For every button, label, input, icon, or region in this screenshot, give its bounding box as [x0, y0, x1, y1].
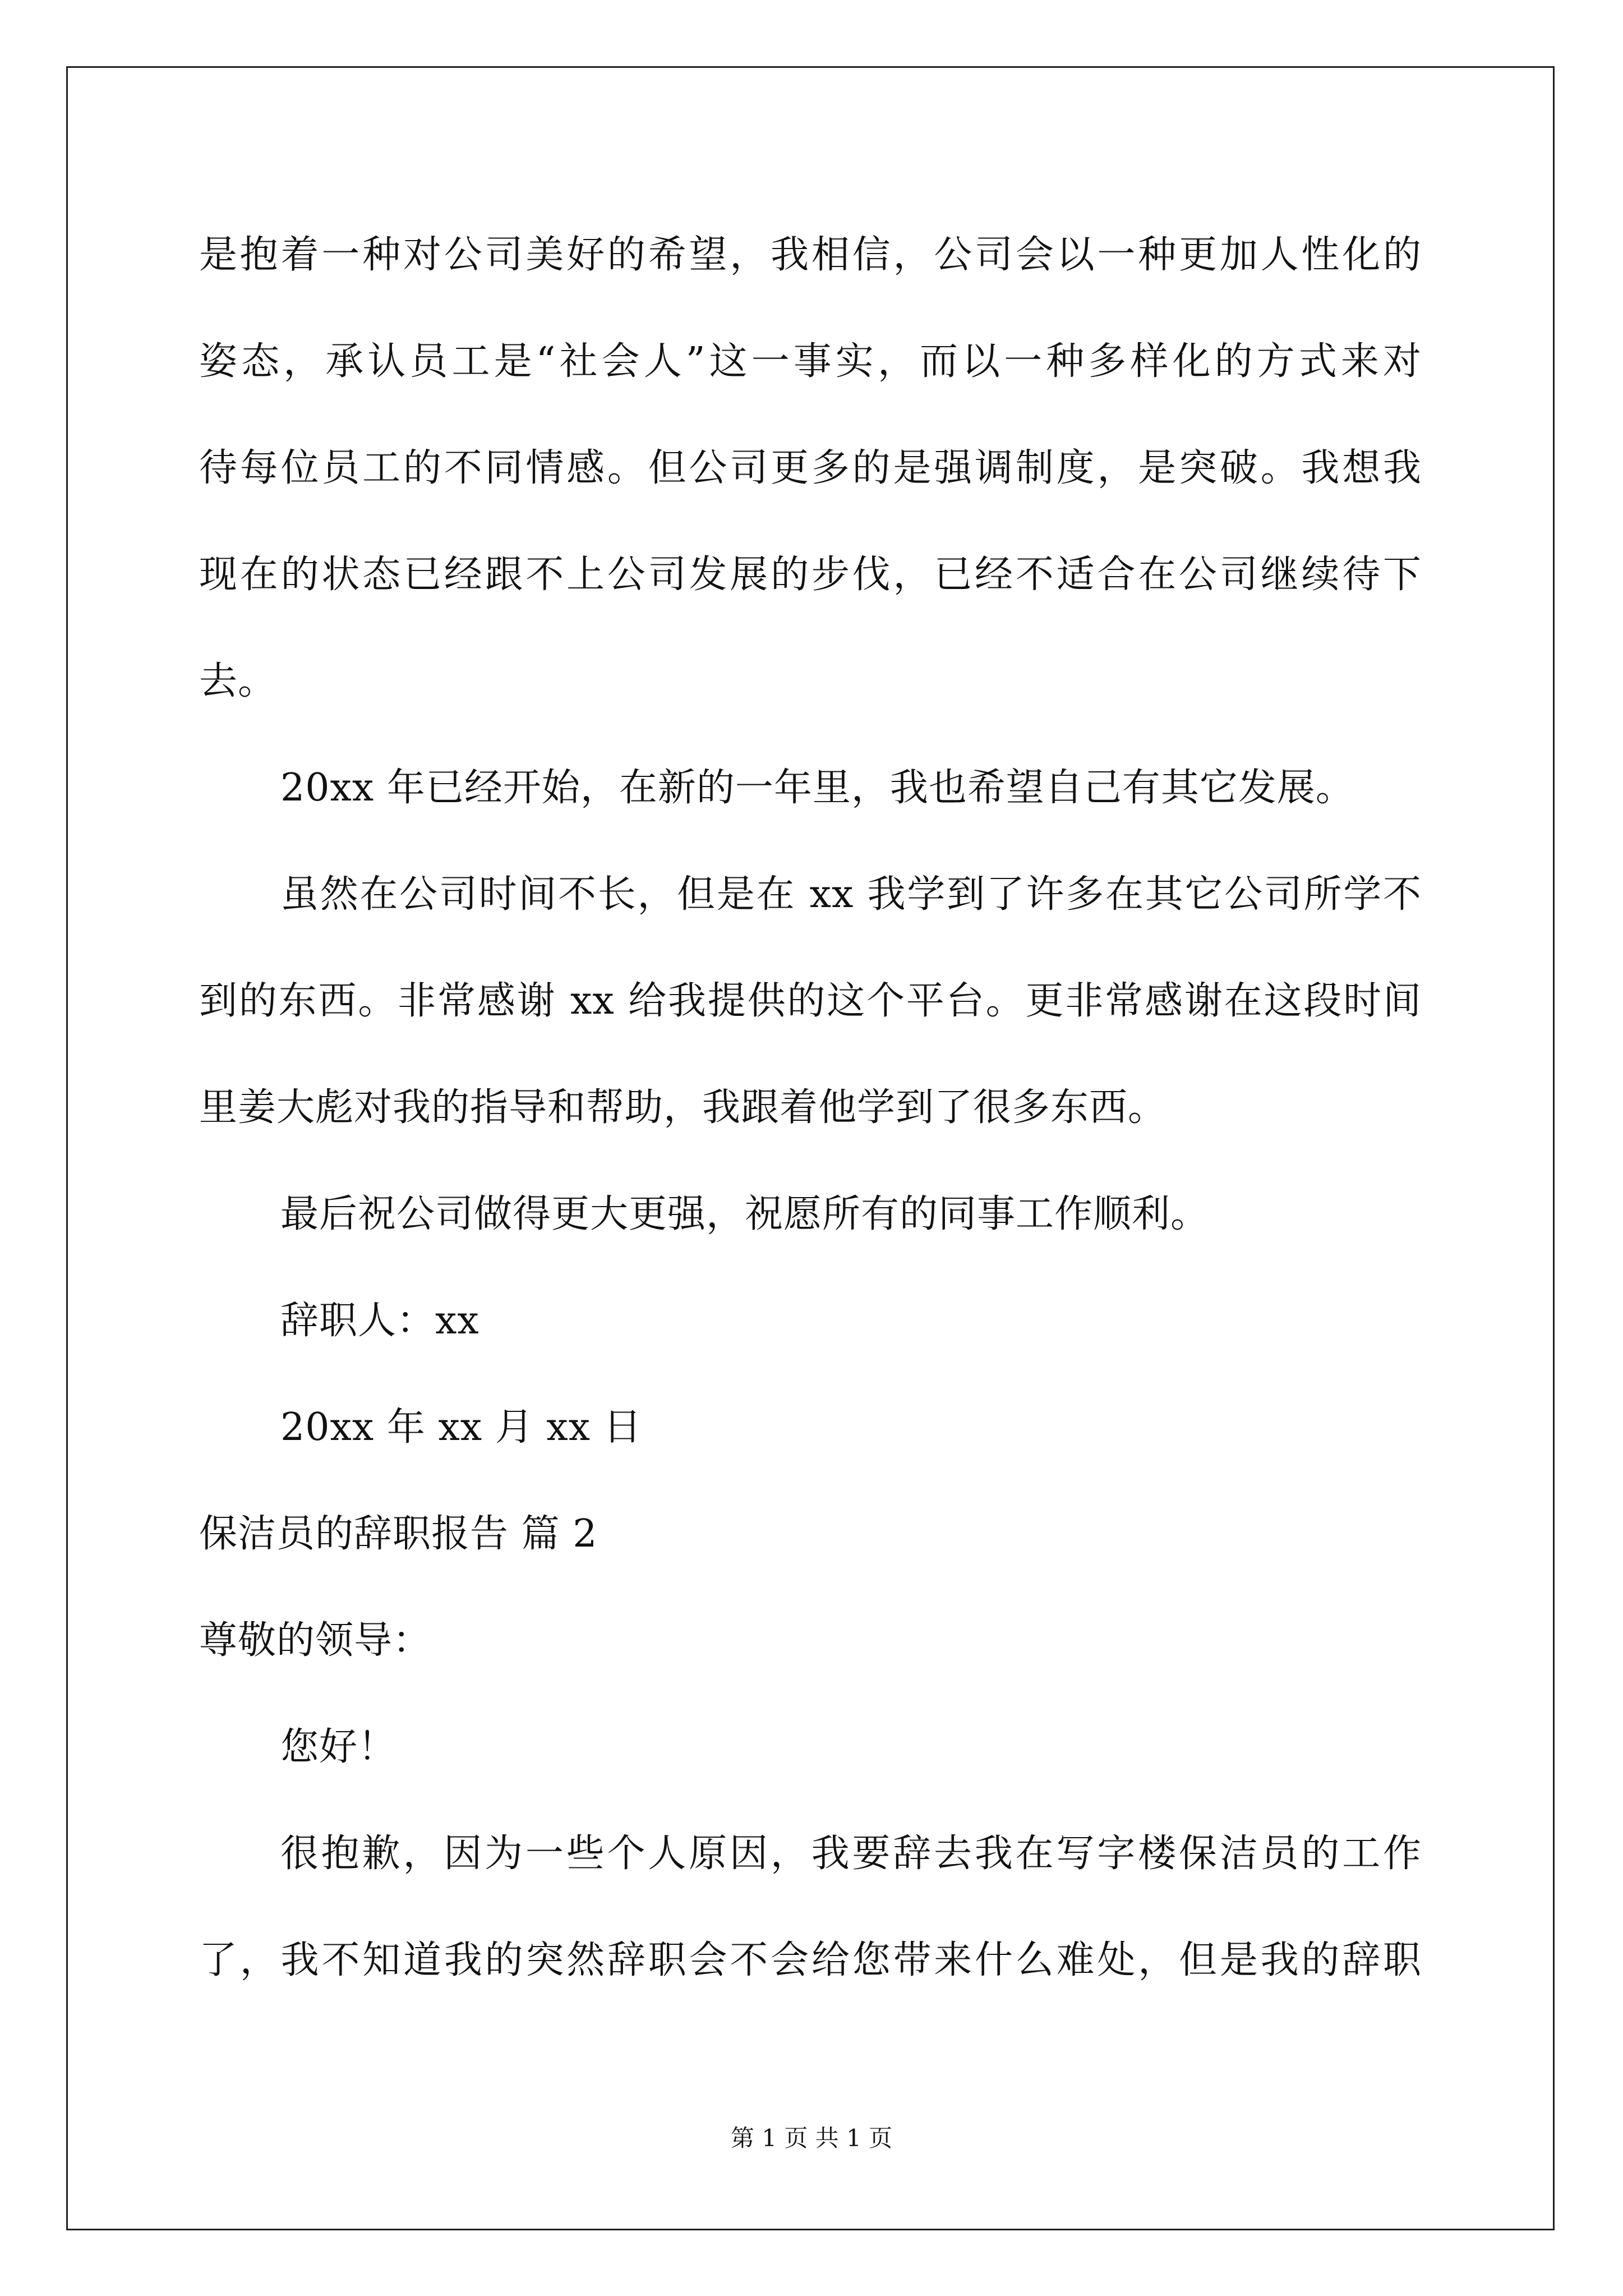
date-line: 20xx 年 xx 月 xx 日 [280, 1405, 642, 1450]
paragraph-line: 虽然在公司时间不长，但是在 xx 我学到了许多在其它公司所学不 [280, 872, 1422, 917]
greeting: 您好！ [280, 1725, 397, 1769]
paragraph-line: 20xx 年已经开始，在新的一年里，我也希望自己有其它发展。 [280, 766, 1354, 810]
paragraph-line: 是抱着一种对公司美好的希望，我相信，公司会以一种更加人性化的 [199, 233, 1422, 277]
document-body [199, 202, 1422, 2014]
closing-wish: 最后祝公司做得更大更强，祝愿所有的同事工作顺利。 [280, 1192, 1210, 1236]
paragraph-line: 现在的状态已经跟不上公司发展的步伐，已经不适合在公司继续待下 [199, 553, 1422, 597]
paragraph-line: 待每位员工的不同情感。但公司更多的是强调制度，是突破。我想我 [199, 446, 1422, 490]
paragraph-line: 去。 [199, 659, 277, 703]
signature-line: 辞职人：xx [280, 1299, 479, 1343]
paragraph-line: 很抱歉，因为一些个人原因，我要辞去我在写字楼保洁员的工作 [280, 1832, 1422, 1876]
page-footer: 第 1 页 共 1 页 [730, 2124, 893, 2152]
paragraph-line: 了，我不知道我的突然辞职会不会给您带来什么难处，但是我的辞职 [199, 1938, 1422, 1982]
section-title: 保洁员的辞职报告 篇 2 [199, 1512, 598, 1556]
salutation: 尊敬的领导： [199, 1618, 432, 1663]
paragraph-line: 姿态，承认员工是“社会人”这一事实，而以一种多样化的方式来对 [199, 339, 1422, 384]
paragraph-line: 里姜大彪对我的指导和帮助，我跟着他学到了很多东西。 [199, 1085, 1167, 1130]
paragraph-line: 到的东西。非常感谢 xx 给我提供的这个平台。更非常感谢在这段时间 [199, 979, 1422, 1023]
